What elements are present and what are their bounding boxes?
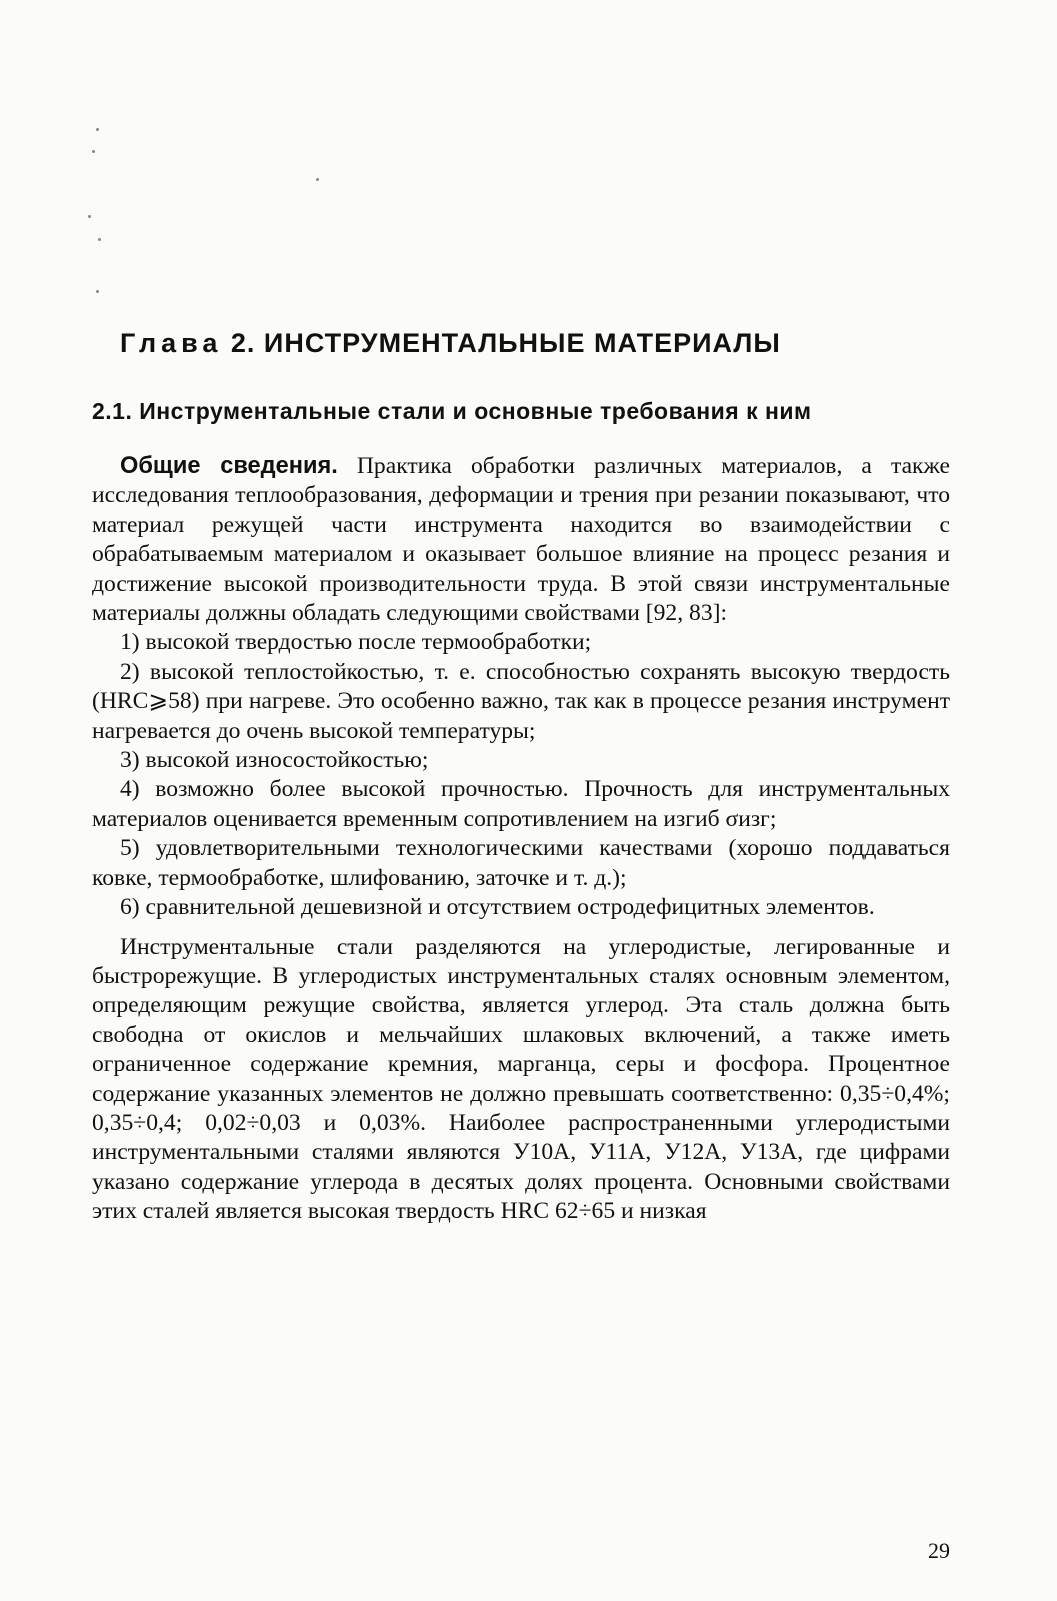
scan-speck	[316, 178, 319, 181]
list-item: 6) сравнительной дешевизной и отсутствием остродефицитных элементов.	[120, 894, 875, 921]
list-item: 5) удовлетворительными технологическими качествами (хорошо поддаваться ковке, термообработке, шлифованию, заточке и т. д.);	[92, 835, 950, 891]
scan-speck	[88, 215, 91, 218]
intro-paragraph	[92, 452, 950, 628]
steel-paragraph: Инструментальные стали разделяются на углеродистые, легированные и быстрорежущие. В углеродистых инструментальных сталях основным элементом, определяющим режущие свойства, является углерод. Эта сталь должна быть свободна от окислов и мельчайших шлаковых включений, а также иметь ограниченное содержание кремния, марганца, серы и фосфора. Процентное содержание указанных элементов не должно превышать соответственно: 0,35÷0,4%; 0,35÷0,4; 0,02÷0,03 и 0,03%. Наиболее распространенными углеродистыми инструментальными сталями являются У10А, У11А, У12А, У13А, где цифрами указано содержание углерода в десятых долях процента. Основными свойствами этих сталей является высокая твердость HRC 62÷65 и низкая	[92, 933, 950, 1225]
chapter-title-lead: Глава	[120, 328, 223, 358]
body-text	[92, 452, 950, 1227]
list-item: 2) высокой теплостойкостью, т. е. способностью сохранять высокую твердость (HRC⩾58) при нагреве. Это особенно важно, так как в процессе резания инструмент нагревается до очень высокой температуры;	[92, 658, 950, 744]
scan-speck	[92, 150, 95, 153]
scan-speck	[96, 290, 99, 293]
runin-heading: Общие сведения.	[120, 453, 338, 479]
page-number: 29	[928, 1538, 950, 1563]
scan-speck	[98, 238, 101, 241]
chapter-title	[120, 328, 940, 359]
scan-speck	[96, 128, 99, 131]
list-item: 4) возможно более высокой прочностью. Прочность для инструментальных материалов оценивается временным сопротивлением на изгиб σизг;	[92, 776, 950, 832]
chapter-title-rest: 2. ИНСТРУМЕНТАЛЬНЫЕ МАТЕРИАЛЫ	[222, 328, 781, 358]
list-item: 3) высокой износостойкостью;	[120, 747, 429, 774]
list-item: 1) высокой твердостью после термообработки;	[120, 629, 592, 656]
intro-text: Практика обработки различных материалов, а также исследования теплообразования, деформации и трения при резании показывают, что материал режущей части инструмента находится во взаимодействии с обрабатываемым материалом и оказывает большое влияние на процесс резания и достижение высокой производительности труда. В этой связи инструментальные материалы должны обладать следующими свойствами [92, 83]:	[92, 453, 950, 627]
section-title: 2.1. Инструментальные стали и основные требования к ним	[92, 398, 812, 424]
